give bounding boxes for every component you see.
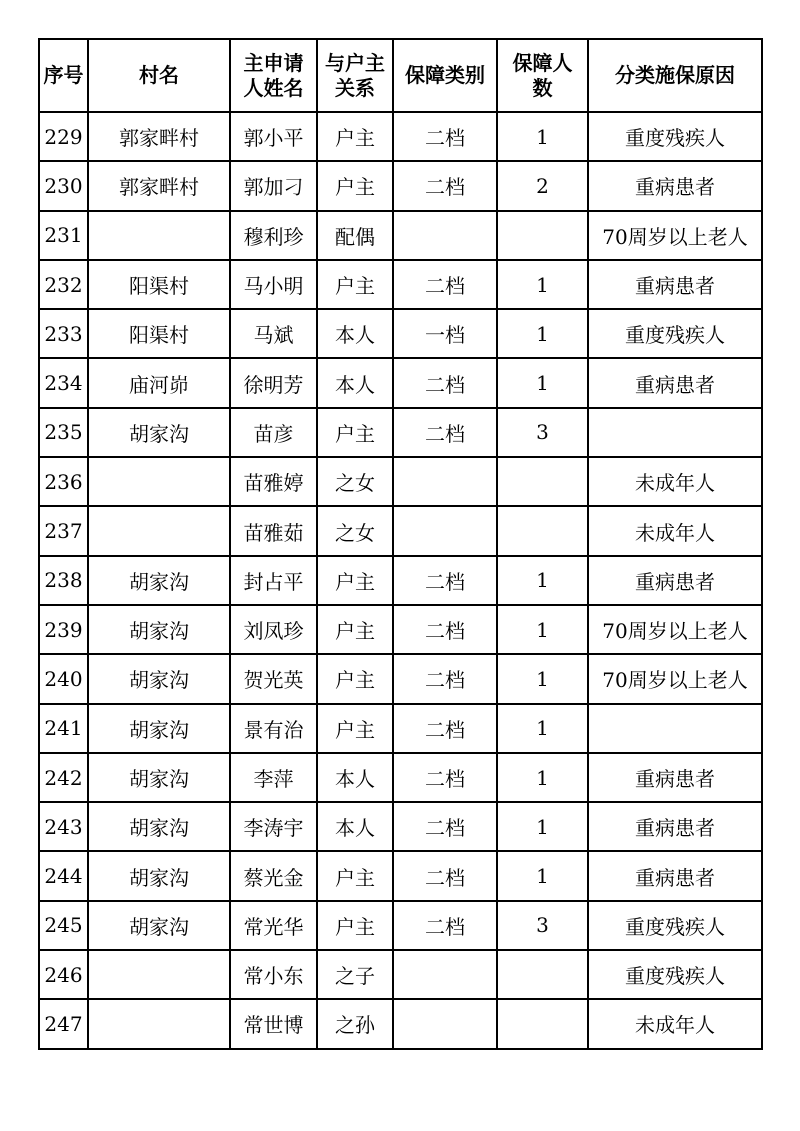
cell-applicant-name: 刘凤珍 — [230, 605, 317, 654]
table-row — [39, 950, 762, 999]
cell-serial-no: 236 — [39, 457, 88, 506]
cell-reason: 重病患者 — [588, 556, 762, 605]
cell-security-type — [393, 457, 497, 506]
cell-covered-count — [497, 506, 588, 555]
cell-relation: 户主 — [317, 112, 393, 161]
cell-serial-no: 230 — [39, 161, 88, 210]
cell-relation: 之孙 — [317, 999, 393, 1048]
cell-serial-no: 237 — [39, 506, 88, 555]
table-row — [39, 408, 762, 457]
header-serial-no: 序号 — [39, 39, 88, 112]
cell-applicant-name: 苗雅婷 — [230, 457, 317, 506]
table-row — [39, 999, 762, 1048]
cell-applicant-name: 苗雅茹 — [230, 506, 317, 555]
cell-village: 阳渠村 — [88, 309, 230, 358]
header-applicant-name: 主申请人姓名 — [230, 39, 317, 112]
cell-relation: 户主 — [317, 901, 393, 950]
cell-covered-count — [497, 950, 588, 999]
cell-village: 胡家沟 — [88, 851, 230, 900]
cell-village: 胡家沟 — [88, 901, 230, 950]
table-row — [39, 457, 762, 506]
cell-relation: 本人 — [317, 753, 393, 802]
cell-reason: 重病患者 — [588, 753, 762, 802]
cell-relation: 配偶 — [317, 211, 393, 260]
cell-relation: 户主 — [317, 408, 393, 457]
cell-applicant-name: 李萍 — [230, 753, 317, 802]
cell-village — [88, 999, 230, 1048]
table-row — [39, 309, 762, 358]
header-security-type: 保障类别 — [393, 39, 497, 112]
cell-applicant-name: 封占平 — [230, 556, 317, 605]
cell-reason: 70周岁以上老人 — [588, 654, 762, 703]
cell-security-type: 二档 — [393, 704, 497, 753]
cell-applicant-name: 常小东 — [230, 950, 317, 999]
cell-security-type: 二档 — [393, 605, 497, 654]
cell-reason: 重度残疾人 — [588, 950, 762, 999]
assistance-roster-table — [38, 38, 763, 1050]
header-reason: 分类施保原因 — [588, 39, 762, 112]
cell-covered-count: 1 — [497, 704, 588, 753]
cell-relation: 户主 — [317, 605, 393, 654]
cell-reason: 重度残疾人 — [588, 309, 762, 358]
cell-applicant-name: 郭小平 — [230, 112, 317, 161]
cell-village — [88, 211, 230, 260]
cell-reason: 重病患者 — [588, 358, 762, 407]
cell-covered-count — [497, 211, 588, 260]
table-row — [39, 260, 762, 309]
cell-village: 胡家沟 — [88, 802, 230, 851]
cell-reason: 重度残疾人 — [588, 112, 762, 161]
cell-security-type: 一档 — [393, 309, 497, 358]
cell-relation: 之子 — [317, 950, 393, 999]
cell-relation: 本人 — [317, 802, 393, 851]
cell-security-type: 二档 — [393, 556, 497, 605]
cell-applicant-name: 景有治 — [230, 704, 317, 753]
cell-reason: 70周岁以上老人 — [588, 605, 762, 654]
cell-village: 胡家沟 — [88, 605, 230, 654]
table-row — [39, 211, 762, 260]
cell-applicant-name: 马小明 — [230, 260, 317, 309]
cell-covered-count: 3 — [497, 408, 588, 457]
cell-security-type: 二档 — [393, 408, 497, 457]
table-row — [39, 112, 762, 161]
cell-covered-count: 1 — [497, 605, 588, 654]
cell-serial-no: 234 — [39, 358, 88, 407]
cell-reason: 重病患者 — [588, 260, 762, 309]
cell-serial-no: 246 — [39, 950, 88, 999]
cell-village: 阳渠村 — [88, 260, 230, 309]
cell-village: 胡家沟 — [88, 753, 230, 802]
cell-security-type: 二档 — [393, 358, 497, 407]
header-row — [39, 39, 762, 112]
cell-serial-no: 247 — [39, 999, 88, 1048]
cell-village — [88, 950, 230, 999]
cell-village: 胡家沟 — [88, 654, 230, 703]
cell-serial-no: 245 — [39, 901, 88, 950]
cell-reason: 未成年人 — [588, 999, 762, 1048]
cell-security-type: 二档 — [393, 161, 497, 210]
cell-serial-no: 238 — [39, 556, 88, 605]
cell-applicant-name: 马斌 — [230, 309, 317, 358]
cell-reason: 重病患者 — [588, 851, 762, 900]
cell-relation: 户主 — [317, 704, 393, 753]
table-row — [39, 605, 762, 654]
cell-reason: 未成年人 — [588, 457, 762, 506]
cell-reason: 重病患者 — [588, 802, 762, 851]
cell-covered-count: 1 — [497, 654, 588, 703]
cell-security-type — [393, 506, 497, 555]
cell-security-type: 二档 — [393, 901, 497, 950]
cell-security-type: 二档 — [393, 753, 497, 802]
cell-covered-count: 1 — [497, 260, 588, 309]
cell-serial-no: 240 — [39, 654, 88, 703]
cell-covered-count: 2 — [497, 161, 588, 210]
cell-reason: 70周岁以上老人 — [588, 211, 762, 260]
cell-applicant-name: 苗彦 — [230, 408, 317, 457]
table-row — [39, 161, 762, 210]
cell-covered-count — [497, 457, 588, 506]
table-row — [39, 704, 762, 753]
cell-security-type: 二档 — [393, 654, 497, 703]
cell-applicant-name: 穆利珍 — [230, 211, 317, 260]
table-row — [39, 556, 762, 605]
table-body — [39, 112, 762, 1049]
cell-serial-no: 239 — [39, 605, 88, 654]
cell-village: 胡家沟 — [88, 556, 230, 605]
cell-relation: 之女 — [317, 457, 393, 506]
header-relation: 与户主关系 — [317, 39, 393, 112]
cell-applicant-name: 徐明芳 — [230, 358, 317, 407]
table-row — [39, 901, 762, 950]
table-row — [39, 506, 762, 555]
cell-covered-count: 1 — [497, 309, 588, 358]
cell-reason: 重度残疾人 — [588, 901, 762, 950]
cell-covered-count: 1 — [497, 112, 588, 161]
table-row — [39, 802, 762, 851]
cell-village — [88, 457, 230, 506]
cell-covered-count: 1 — [497, 851, 588, 900]
cell-security-type: 二档 — [393, 112, 497, 161]
cell-serial-no: 231 — [39, 211, 88, 260]
table-row — [39, 851, 762, 900]
cell-security-type: 二档 — [393, 260, 497, 309]
cell-relation: 本人 — [317, 358, 393, 407]
cell-relation: 户主 — [317, 556, 393, 605]
cell-applicant-name: 贺光英 — [230, 654, 317, 703]
cell-covered-count: 1 — [497, 802, 588, 851]
cell-applicant-name: 蔡光金 — [230, 851, 317, 900]
cell-relation: 之女 — [317, 506, 393, 555]
cell-relation: 户主 — [317, 161, 393, 210]
cell-serial-no: 244 — [39, 851, 88, 900]
cell-serial-no: 241 — [39, 704, 88, 753]
cell-applicant-name: 常光华 — [230, 901, 317, 950]
header-village: 村名 — [88, 39, 230, 112]
cell-serial-no: 232 — [39, 260, 88, 309]
table-row — [39, 753, 762, 802]
cell-serial-no: 242 — [39, 753, 88, 802]
cell-serial-no: 235 — [39, 408, 88, 457]
cell-relation: 本人 — [317, 309, 393, 358]
cell-covered-count: 3 — [497, 901, 588, 950]
cell-reason: 未成年人 — [588, 506, 762, 555]
cell-applicant-name: 郭加刁 — [230, 161, 317, 210]
cell-applicant-name: 常世博 — [230, 999, 317, 1048]
cell-village: 郭家畔村 — [88, 161, 230, 210]
cell-security-type: 二档 — [393, 851, 497, 900]
cell-village: 庙河峁 — [88, 358, 230, 407]
cell-security-type — [393, 999, 497, 1048]
cell-village: 胡家沟 — [88, 408, 230, 457]
cell-security-type — [393, 950, 497, 999]
cell-relation: 户主 — [317, 260, 393, 309]
header-covered-count: 保障人数 — [497, 39, 588, 112]
cell-serial-no: 233 — [39, 309, 88, 358]
cell-security-type — [393, 211, 497, 260]
cell-relation: 户主 — [317, 851, 393, 900]
cell-village: 郭家畔村 — [88, 112, 230, 161]
cell-village — [88, 506, 230, 555]
cell-covered-count: 1 — [497, 358, 588, 407]
cell-reason: 重病患者 — [588, 161, 762, 210]
cell-covered-count: 1 — [497, 556, 588, 605]
cell-covered-count: 1 — [497, 753, 588, 802]
cell-serial-no: 243 — [39, 802, 88, 851]
cell-village: 胡家沟 — [88, 704, 230, 753]
cell-applicant-name: 李涛宇 — [230, 802, 317, 851]
table-row — [39, 358, 762, 407]
cell-covered-count — [497, 999, 588, 1048]
cell-serial-no: 229 — [39, 112, 88, 161]
cell-security-type: 二档 — [393, 802, 497, 851]
cell-reason — [588, 704, 762, 753]
table-row — [39, 654, 762, 703]
cell-relation: 户主 — [317, 654, 393, 703]
cell-reason — [588, 408, 762, 457]
